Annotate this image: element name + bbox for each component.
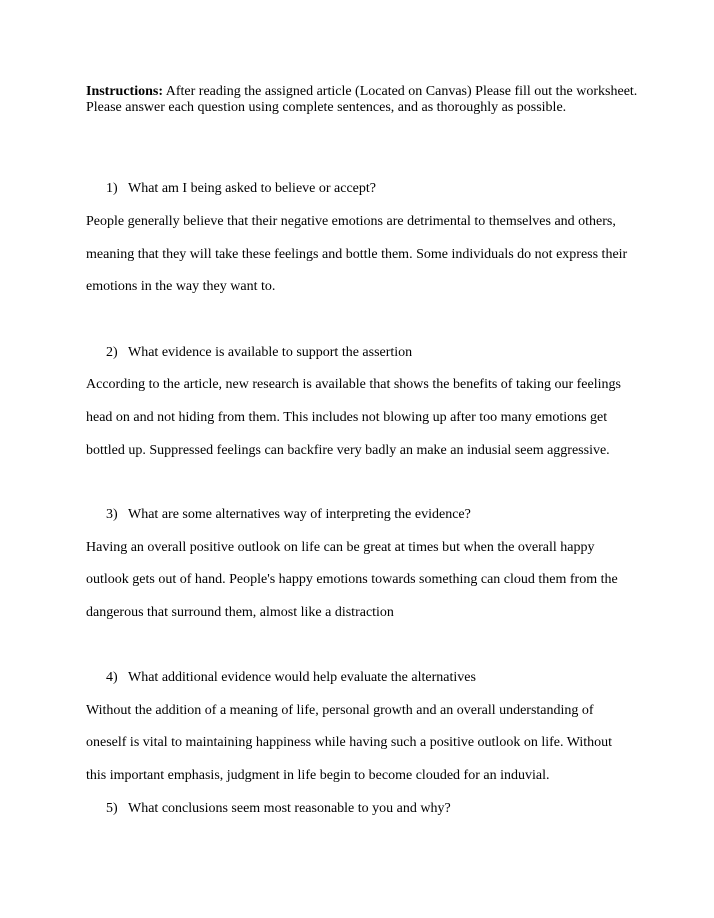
answer-1-line-2: meaning that they will take these feelings and bottle them. Some individuals do not express their [86, 247, 628, 262]
answer-4-line-3: this important emphasis, judgment in life begin to become clouded for an induvial. [86, 768, 550, 783]
answer-4-line-2: oneself is vital to maintaining happiness while having such a positive outlook on life. Without [86, 735, 613, 750]
answer-2-line-1: According to the article, new research is available that shows the benefits of taking our feelings [86, 377, 621, 392]
question-text: What additional evidence would help evaluate the alternatives [128, 670, 476, 685]
answer-3-line-2: outlook gets out of hand. People's happy emotions towards something can cloud them from the [86, 572, 618, 587]
instructions-text: After reading the assigned article (Located on Canvas) Please fill out the worksheet. Please answer each question using complete sentences, and as thoroughly as possible. [86, 84, 638, 115]
question-number: 4) [106, 670, 118, 685]
answer-1-line-1: People generally believe that their negative emotions are detrimental to themselves and others, [86, 214, 616, 229]
question-text: What conclusions seem most reasonable to you and why? [128, 801, 451, 816]
answer-2-line-2: head on and not hiding from them. This includes not blowing up after too many emotions get [86, 410, 608, 425]
answer-3-line-1: Having an overall positive outlook on life can be great at times but when the overall happy [86, 540, 595, 555]
question-text: What are some alternatives way of interpreting the evidence? [128, 507, 471, 522]
question-4 [106, 670, 476, 686]
question-number: 3) [106, 507, 118, 522]
instructions-paragraph [86, 84, 646, 116]
answer-2-line-3: bottled up. Suppressed feelings can backfire very badly an make an indusial seem aggressive. [86, 443, 610, 458]
answer-1-line-3: emotions in the way they want to. [86, 279, 276, 294]
question-3 [106, 507, 471, 523]
answer-3-line-3: dangerous that surround them, almost like a distraction [86, 605, 394, 620]
answer-4-line-1: Without the addition of a meaning of life, personal growth and an overall understanding of [86, 703, 594, 718]
question-number: 1) [106, 181, 118, 196]
question-5 [106, 801, 451, 817]
instructions-label: Instructions: [86, 84, 164, 99]
question-text: What am I being asked to believe or accept? [128, 181, 376, 196]
question-text: What evidence is available to support the assertion [128, 345, 413, 360]
question-number: 2) [106, 345, 118, 360]
question-2 [106, 345, 412, 361]
question-number: 5) [106, 801, 118, 816]
question-1 [106, 181, 376, 197]
